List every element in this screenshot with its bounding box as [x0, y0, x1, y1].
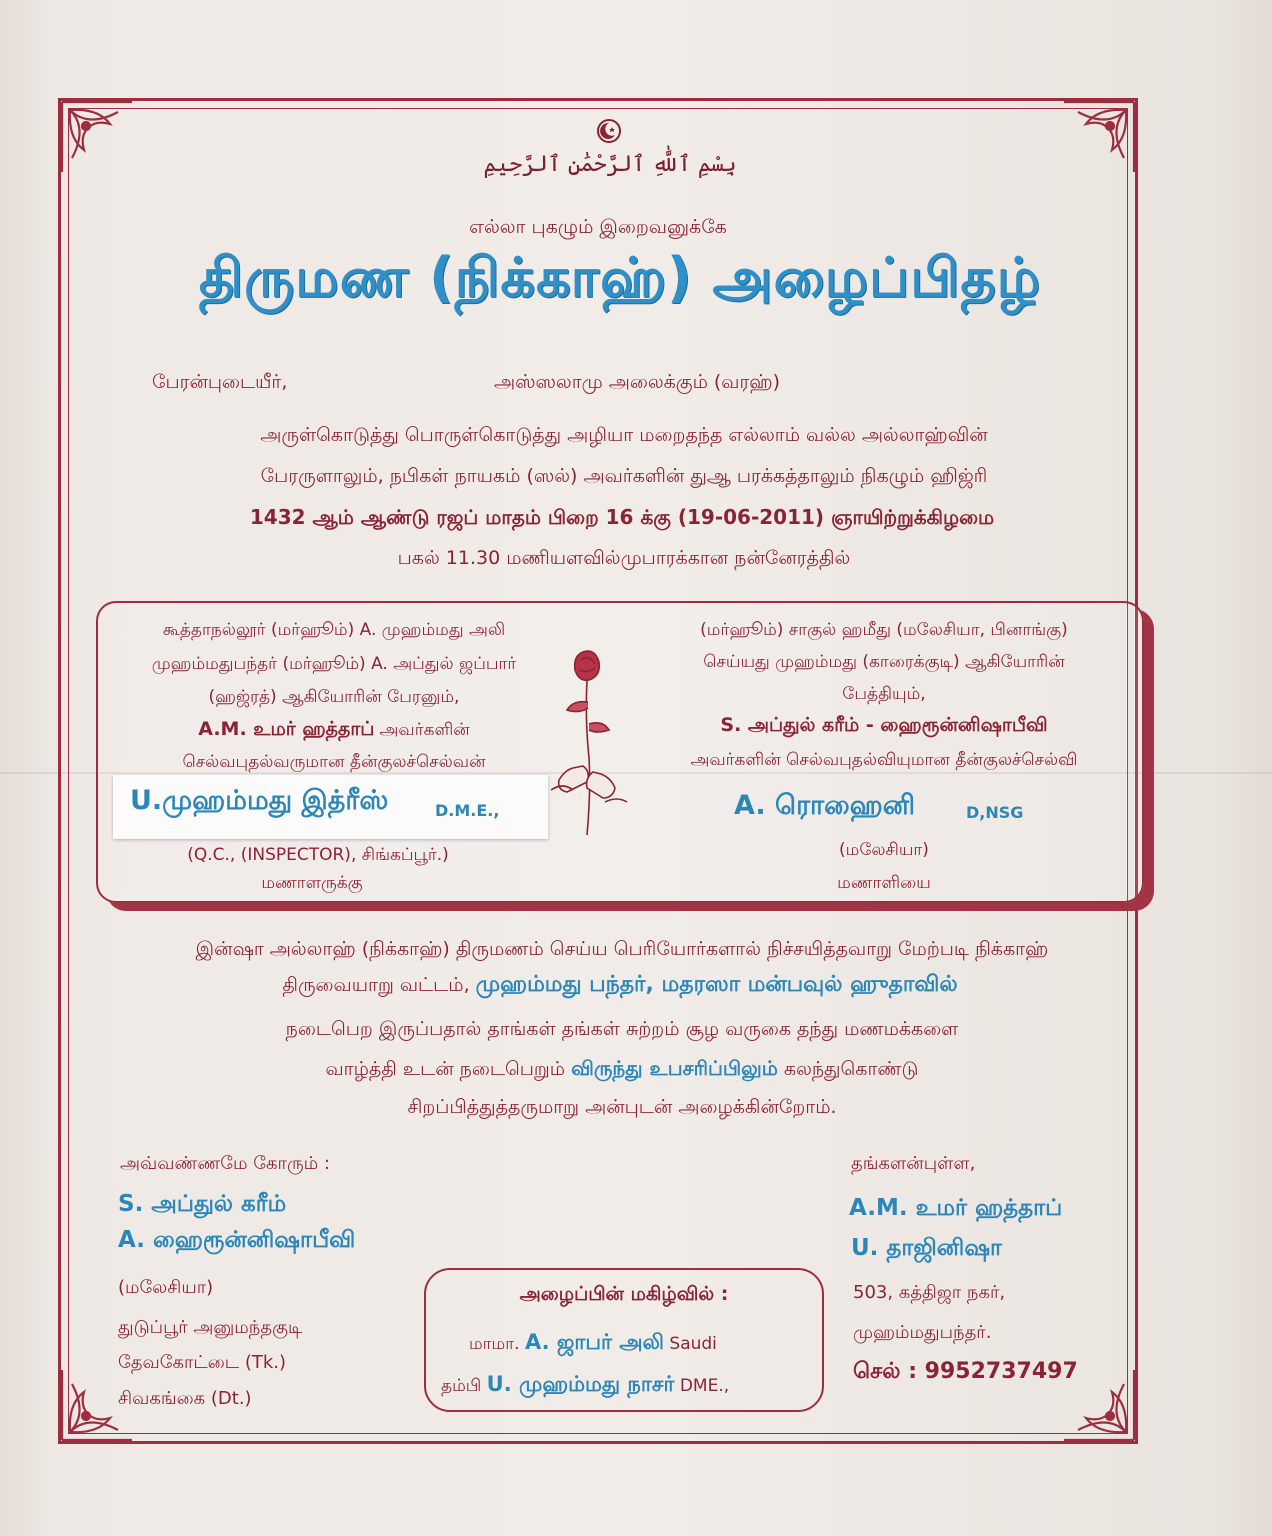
corner-ornament-icon — [1060, 98, 1138, 176]
intro-date-line: 1432 ஆம் ஆண்டு ரஜப் மாதம் பிறை 16 க்கு (19-06-2011) ஞாயிற்றுக்கிழமை — [249, 505, 995, 529]
bride-line-1: (மர்ஹூம்) சாகுல் ஹமீது (மலேசியா, பினாங்கு) — [700, 620, 1068, 640]
page-title: திருமண (நிக்காஹ்) அழைப்பிதழ் — [198, 246, 1042, 309]
guest-2-name: U. முஹம்மது நாசர் — [486, 1372, 675, 1396]
groom-work: (Q.C., (INSPECTOR), சிங்கப்பூர்.) — [187, 845, 449, 865]
groom-father-name: A.M. உமர் ஹத்தாப் — [198, 718, 375, 740]
invitation-line-4 — [325, 1056, 918, 1083]
bride-line-3: பேத்தியும், — [842, 684, 926, 704]
right-sign-label: தங்களன்புள்ள, — [851, 1153, 976, 1174]
groom-line-2: முஹம்மதுபந்தர் (மர்ஹூம்) A. அப்துல் ஜப்பார் — [151, 654, 517, 674]
guest-2-prefix: தம்பி — [441, 1376, 482, 1396]
right-sign-phone: செல் : 9952737497 — [853, 1359, 1078, 1384]
invitation-line-1: இன்ஷா அல்லாஹ் (நிக்காஹ்) திருமணம் செய்ய பெரியோர்களால் நிச்சயித்தவாறு மேற்படி நிக்காஹ் — [195, 938, 1049, 960]
groom-line-1: கூத்தாநல்லூர் (மர்ஹூம்) A. முஹம்மது அலி — [162, 620, 506, 640]
invitation-line-3: நடைபெற இருப்பதால் தாங்கள் தங்கள் சுற்றம் சூழ வருகை தந்து மணமக்களை — [285, 1018, 959, 1040]
bride-parents: S. அப்துல் கரீம் - ஹைரூன்னிஷாபீவி — [720, 714, 1048, 736]
invitation-line-2-pre: திருவையாறு வட்டம், — [282, 974, 470, 996]
intro-line-1: அருள்கொடுத்து பொருள்கொடுத்து அழியா மறைதந்த எல்லாம் வல்ல அல்லாஹ்வின் — [260, 424, 988, 446]
intro-line-2: பேரருளாலும், நபிகள் நாயகம் (ஸல்) அவர்களின் துஆ பரக்கத்தாலும் நிகழும் ஹிஜ்ரி — [260, 465, 988, 487]
invitation-line-2 — [282, 972, 957, 1000]
bride-degree: D,NSG — [966, 803, 1024, 822]
left-sign-country: (மலேசியா) — [118, 1277, 214, 1298]
left-sign-label: அவ்வண்ணமே கோரும் : — [120, 1153, 330, 1174]
left-sign-name-1: S. அப்துல் கரீம் — [118, 1191, 287, 1217]
groom-father-line — [198, 718, 469, 743]
left-sign-name-2: A. ஹைரூன்னிஷாபீவி — [118, 1227, 356, 1253]
bride-line-5: அவர்களின் செல்வபுதல்வியுமான தீன்குலச்செல்வி — [690, 750, 1078, 770]
guest-1-suffix: Saudi — [669, 1334, 717, 1354]
venue-name: முஹம்மது பந்தர், மதரஸா மன்பவுல் ஹுதாவில் — [475, 972, 958, 997]
feast-text: விருந்து உபசரிப்பிலும் — [571, 1056, 778, 1080]
groom-line-3: (ஹஜ்ரத்) ஆகியோரின் பேரனும், — [208, 687, 460, 707]
crescent-star-icon — [596, 118, 622, 144]
right-sign-name-1: A.M. உமர் ஹத்தாப் — [849, 1195, 1063, 1221]
left-sign-addr-1: துடுப்பூர் அனுமந்தகுடி — [118, 1317, 303, 1338]
bismillah-calligraphy: بِسْمِ ٱللَّٰهِ ٱلرَّحْمَٰنِ ٱلرَّحِيمِ — [483, 152, 737, 177]
guest-1-name: A. ஜாபர் அலி — [524, 1330, 664, 1354]
intro-line-4: பகல் 11.30 மணியளவில்முபாரக்கான நன்னேரத்தில் — [397, 547, 851, 569]
bride-name: A. ரொஹைனி — [734, 790, 916, 821]
greeting-left: பேரன்புடையீர், — [152, 371, 288, 393]
guest-row-1 — [469, 1330, 717, 1357]
corner-ornament-icon — [58, 98, 136, 176]
right-sign-addr-2: முஹம்மதுபந்தர். — [853, 1322, 992, 1343]
greeting-right: அஸ்ஸலாமு அலைக்கும் (வரஹ்) — [494, 371, 781, 393]
right-sign-name-2: U. தாஜினிஷா — [851, 1235, 1003, 1261]
bride-role: மணாளியை — [837, 873, 931, 893]
guest-2-suffix: DME., — [679, 1376, 730, 1396]
bride-line-2: செய்யது முஹம்மது (காரைக்குடி) ஆகியோரின் — [703, 652, 1065, 672]
right-sign-addr-1: 503, கத்திஜா நகர், — [853, 1282, 1006, 1303]
praise-line: எல்லா புகழும் இறைவனுக்கே — [469, 216, 727, 238]
groom-line-5: செல்வபுதல்வருமான தீன்குலச்செல்வன் — [182, 752, 486, 772]
invitation-line-5: சிறப்பித்துத்தருமாறு அன்புடன் அழைக்கின்றோம். — [407, 1096, 837, 1118]
invitation-line-4-pre: வாழ்த்தி உடன் நடைபெறும் — [325, 1058, 566, 1080]
rose-hands-icon — [543, 640, 633, 840]
groom-name: U.முஹம்மது இத்ரீஸ் — [130, 785, 389, 816]
left-sign-addr-2: தேவகோட்டை (Tk.) — [118, 1352, 287, 1373]
groom-father-suffix: அவர்களின் — [379, 720, 470, 740]
invitation-line-4-post: கலந்துகொண்டு — [783, 1058, 919, 1080]
bride-place: (மலேசியா) — [839, 840, 929, 860]
left-sign-addr-3: சிவகங்கை (Dt.) — [118, 1388, 252, 1409]
guest-row-2 — [441, 1372, 729, 1399]
groom-degree: D.M.E., — [435, 801, 500, 820]
groom-role: மணாளருக்கு — [261, 873, 363, 893]
guests-label: அழைப்பின் மகிழ்வில் : — [519, 1283, 729, 1305]
guest-1-prefix: மாமா. — [469, 1334, 520, 1354]
